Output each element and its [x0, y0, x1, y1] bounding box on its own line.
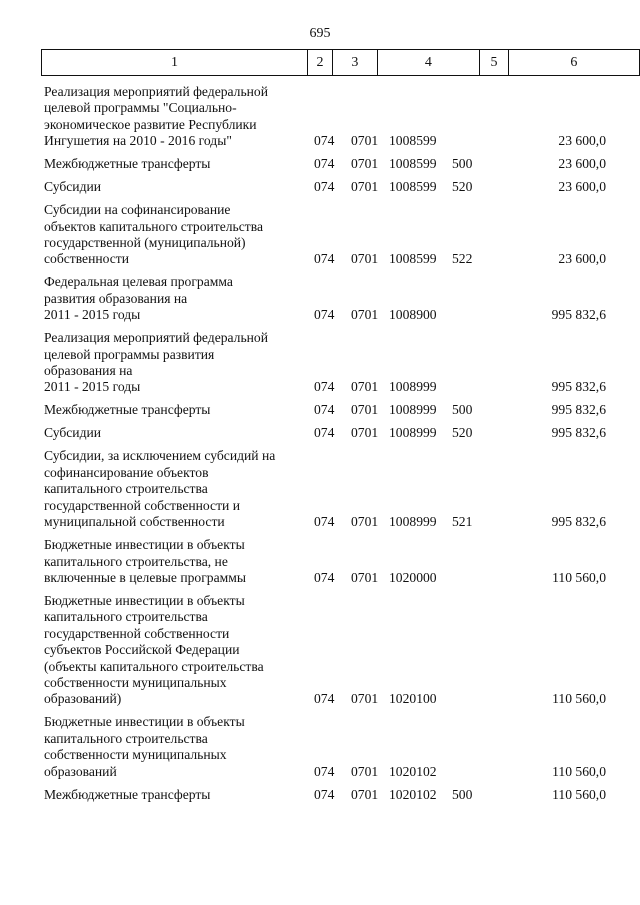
table-row	[41, 330, 611, 396]
target-article-code: 1008599	[389, 179, 437, 195]
table-row	[41, 156, 611, 172]
target-article-code: 1008599	[389, 251, 437, 267]
target-article-code: 1020102	[389, 786, 437, 802]
ministry-code: 074	[314, 514, 335, 530]
target-article-code: 1008999	[389, 379, 437, 395]
ministry-code: 074	[314, 133, 335, 149]
column-header-2: 2	[308, 50, 333, 76]
table-row	[41, 714, 611, 780]
amount: 23 600,0	[558, 156, 606, 172]
row-description: Межбюджетные трансферты	[44, 786, 211, 802]
target-article-code: 1020100	[389, 691, 437, 707]
row-description: Субсидии	[44, 425, 102, 441]
row-description: Межбюджетные трансферты	[44, 156, 211, 172]
table-row	[41, 402, 611, 418]
table-row	[41, 202, 611, 268]
section-code: 0701	[351, 514, 379, 530]
amount: 110 560,0	[552, 763, 606, 779]
row-description: Субсидии на софинансирование объектов капитального строительства государственной (муниципальной) собственности	[44, 202, 263, 267]
target-article-code: 1020000	[389, 569, 437, 585]
amount: 110 560,0	[552, 569, 606, 585]
amount: 995 832,6	[551, 425, 606, 441]
table-row	[41, 593, 611, 708]
table-row	[41, 274, 611, 323]
amount: 23 600,0	[558, 133, 606, 149]
row-description: Реализация мероприятий федеральной целевой программы "Социально- экономическое развитие Республики Ингушетия на 2010 - 2016 годы"	[44, 84, 269, 149]
section-code: 0701	[351, 763, 379, 779]
expense-type-code: 522	[452, 251, 473, 267]
ministry-code: 074	[314, 156, 335, 172]
ministry-code: 074	[314, 251, 335, 267]
section-code: 0701	[351, 691, 379, 707]
row-description: Субсидии, за исключением субсидий на софинансирование объектов капитального строительства государственной собственности и муниципальной собственности	[44, 448, 276, 530]
target-article-code: 1008999	[389, 514, 437, 530]
section-code: 0701	[351, 402, 379, 418]
row-description: Межбюджетные трансферты	[44, 402, 211, 418]
budget-rows	[41, 84, 611, 810]
row-description: Субсидии	[44, 179, 102, 195]
ministry-code: 074	[314, 691, 335, 707]
section-code: 0701	[351, 133, 379, 149]
row-description: Реализация мероприятий федеральной целевой программы развития образования на 2011 - 2015 годы	[44, 330, 269, 395]
section-code: 0701	[351, 156, 379, 172]
table-row	[41, 425, 611, 441]
table-row	[41, 537, 611, 586]
expense-type-code: 500	[452, 786, 473, 802]
amount: 995 832,6	[551, 307, 606, 323]
column-header-table	[41, 49, 640, 76]
ministry-code: 074	[314, 379, 335, 395]
expense-type-code: 500	[452, 402, 473, 418]
amount: 110 560,0	[552, 691, 606, 707]
ministry-code: 074	[314, 569, 335, 585]
row-description: Бюджетные инвестиции в объекты капитального строительства государственной собственности субъектов Российской Федерации (объекты капитального строительства собственности муниципальных образований)	[44, 592, 264, 707]
ministry-code: 074	[314, 402, 335, 418]
row-description: Бюджетные инвестиции в объекты капитального строительства собственности муниципальных образований	[44, 714, 245, 779]
column-header-5: 5	[480, 50, 509, 76]
target-article-code: 1008999	[389, 402, 437, 418]
ministry-code: 074	[314, 425, 335, 441]
expense-type-code: 520	[452, 179, 473, 195]
column-header-4: 4	[377, 50, 479, 76]
target-article-code: 1008599	[389, 133, 437, 149]
ministry-code: 074	[314, 763, 335, 779]
section-code: 0701	[351, 379, 379, 395]
amount: 995 832,6	[551, 402, 606, 418]
expense-type-code: 520	[452, 425, 473, 441]
table-row	[41, 787, 611, 803]
row-description: Федеральная целевая программа развития образования на 2011 - 2015 годы	[44, 274, 233, 323]
target-article-code: 1008900	[389, 307, 437, 323]
table-row	[41, 179, 611, 195]
expense-type-code: 500	[452, 156, 473, 172]
section-code: 0701	[351, 307, 379, 323]
amount: 23 600,0	[558, 179, 606, 195]
section-code: 0701	[351, 786, 379, 802]
ministry-code: 074	[314, 179, 335, 195]
target-article-code: 1020102	[389, 763, 437, 779]
page-number: 695	[309, 26, 331, 41]
ministry-code: 074	[314, 307, 335, 323]
amount: 995 832,6	[551, 379, 606, 395]
column-header-6: 6	[508, 50, 639, 76]
row-description: Бюджетные инвестиции в объекты капитального строительства, не включенные в целевые программы	[44, 537, 246, 585]
ministry-code: 074	[314, 786, 335, 802]
section-code: 0701	[351, 425, 379, 441]
table-row	[41, 84, 611, 150]
section-code: 0701	[351, 179, 379, 195]
amount: 23 600,0	[558, 251, 606, 267]
target-article-code: 1008999	[389, 425, 437, 441]
section-code: 0701	[351, 251, 379, 267]
section-code: 0701	[351, 569, 379, 585]
amount: 995 832,6	[551, 514, 606, 530]
table-row	[41, 448, 611, 530]
column-header-1: 1	[42, 50, 308, 76]
amount: 110 560,0	[552, 786, 606, 802]
column-header-3: 3	[332, 50, 377, 76]
target-article-code: 1008599	[389, 156, 437, 172]
column-header-row	[42, 50, 640, 76]
expense-type-code: 521	[452, 514, 473, 530]
